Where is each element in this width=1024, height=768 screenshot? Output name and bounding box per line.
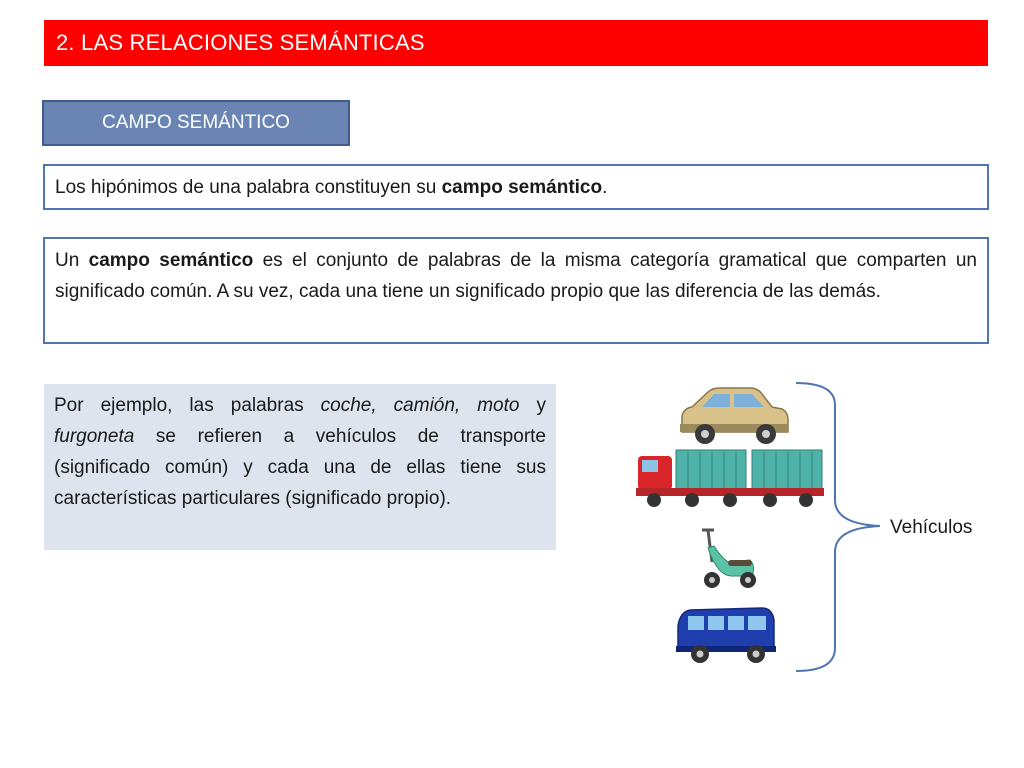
example-rest: se refieren a vehículos de transporte (significado común) y cada una de ellas tiene sus características particulares (significado propio).: [54, 426, 546, 509]
brace-icon: [796, 383, 880, 671]
example-box: [44, 384, 556, 550]
definition-box: [43, 164, 989, 210]
section-tag: CAMPO SEMÁNTICO: [42, 100, 350, 146]
example-conjunction: y: [519, 395, 547, 416]
definition-text-start: Los hipónimos de una palabra constituyen su: [55, 177, 442, 198]
example-words-2: furgoneta: [54, 426, 135, 447]
explanation-box: [43, 237, 989, 344]
example-words-1: coche, camión, moto: [320, 395, 520, 416]
scooter-icon: [702, 530, 756, 588]
van-icon: [676, 608, 776, 663]
car-icon: [680, 388, 788, 444]
explanation-text-start: Un: [55, 250, 89, 271]
definition-bold-term: campo semántico: [441, 177, 603, 198]
slide-title: 2. LAS RELACIONES SEMÁNTICAS: [44, 20, 988, 66]
explanation-bold-term: campo semántico: [88, 250, 254, 271]
explanation-text-end: es el conjunto de palabras de la misma categoría gramatical que comparten un significado común. A su vez, cada una tiene un significado propio que las diferencia de las demás.: [55, 250, 977, 302]
truck-icon: [636, 450, 824, 507]
vehicles-label: Vehículos: [890, 517, 973, 538]
definition-text-end: .: [602, 177, 608, 198]
example-intro: Por ejemplo, las palabras: [54, 395, 321, 416]
